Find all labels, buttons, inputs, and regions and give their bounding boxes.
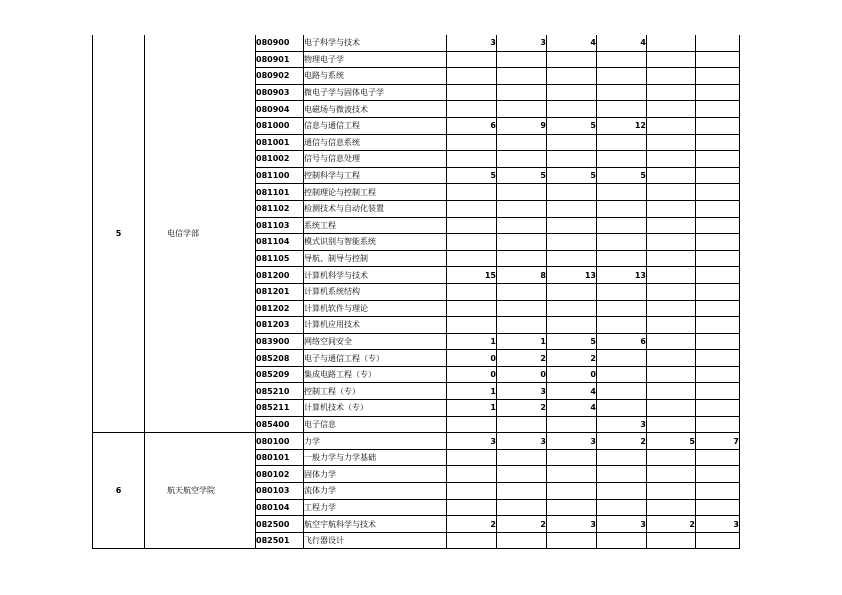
value-cell: 5 bbox=[597, 167, 647, 184]
major-code: 081105 bbox=[256, 250, 304, 267]
value-cell bbox=[696, 184, 740, 201]
value-cell bbox=[696, 167, 740, 184]
value-cell: 0 bbox=[447, 366, 497, 383]
major-name: 信息与通信工程 bbox=[304, 117, 447, 134]
value-cell bbox=[696, 333, 740, 350]
major-name: 系统工程 bbox=[304, 217, 447, 234]
major-name: 流体力学 bbox=[304, 483, 447, 500]
value-cell: 3 bbox=[497, 35, 547, 51]
value-cell bbox=[597, 68, 647, 85]
major-name: 网络空间安全 bbox=[304, 333, 447, 350]
value-cell: 8 bbox=[497, 267, 547, 284]
major-name: 模式识别与智能系统 bbox=[304, 234, 447, 251]
value-cell bbox=[647, 483, 696, 500]
major-code: 080903 bbox=[256, 84, 304, 101]
value-cell bbox=[696, 466, 740, 483]
major-code: 080100 bbox=[256, 433, 304, 450]
value-cell bbox=[597, 350, 647, 367]
value-cell bbox=[547, 466, 597, 483]
value-cell bbox=[447, 217, 497, 234]
value-cell bbox=[497, 532, 547, 549]
value-cell: 5 bbox=[447, 167, 497, 184]
value-cell bbox=[547, 134, 597, 151]
value-cell: 6 bbox=[597, 333, 647, 350]
major-code: 080900 bbox=[256, 35, 304, 51]
major-code: 081001 bbox=[256, 134, 304, 151]
major-code: 081202 bbox=[256, 300, 304, 317]
value-cell bbox=[647, 499, 696, 516]
major-name: 一般力学与力学基础 bbox=[304, 449, 447, 466]
value-cell bbox=[447, 151, 497, 168]
value-cell bbox=[497, 250, 547, 267]
value-cell: 5 bbox=[497, 167, 547, 184]
value-cell bbox=[497, 151, 547, 168]
major-name: 信号与信息处理 bbox=[304, 151, 447, 168]
major-code: 081200 bbox=[256, 267, 304, 284]
major-name: 力学 bbox=[304, 433, 447, 450]
value-cell bbox=[647, 400, 696, 417]
department-name: 航天航空学院 bbox=[167, 486, 215, 496]
major-code: 083900 bbox=[256, 333, 304, 350]
major-code: 081000 bbox=[256, 117, 304, 134]
value-cell bbox=[497, 466, 547, 483]
major-name: 微电子学与固体电子学 bbox=[304, 84, 447, 101]
value-cell bbox=[696, 366, 740, 383]
value-cell bbox=[447, 134, 497, 151]
value-cell: 4 bbox=[547, 383, 597, 400]
value-cell bbox=[447, 499, 497, 516]
major-name: 导航、制导与控制 bbox=[304, 250, 447, 267]
major-code: 081201 bbox=[256, 283, 304, 300]
value-cell bbox=[597, 466, 647, 483]
value-cell bbox=[647, 117, 696, 134]
value-cell bbox=[696, 217, 740, 234]
value-cell bbox=[447, 200, 497, 217]
value-cell bbox=[696, 532, 740, 549]
value-cell bbox=[647, 200, 696, 217]
value-cell: 0 bbox=[547, 366, 597, 383]
major-code: 081203 bbox=[256, 317, 304, 334]
value-cell bbox=[547, 250, 597, 267]
value-cell bbox=[647, 134, 696, 151]
value-cell bbox=[696, 267, 740, 284]
major-name: 控制科学与工程 bbox=[304, 167, 447, 184]
value-cell: 1 bbox=[447, 400, 497, 417]
value-cell: 1 bbox=[497, 333, 547, 350]
value-cell: 3 bbox=[597, 516, 647, 533]
value-cell: 5 bbox=[547, 333, 597, 350]
value-cell: 2 bbox=[597, 433, 647, 450]
value-cell bbox=[597, 283, 647, 300]
major-name: 集成电路工程（专） bbox=[304, 366, 447, 383]
major-name: 通信与信息系统 bbox=[304, 134, 447, 151]
value-cell bbox=[497, 283, 547, 300]
major-code: 085210 bbox=[256, 383, 304, 400]
value-cell bbox=[647, 366, 696, 383]
value-cell bbox=[547, 51, 597, 68]
major-name: 检测技术与自动化装置 bbox=[304, 200, 447, 217]
value-cell bbox=[447, 250, 497, 267]
value-cell bbox=[696, 400, 740, 417]
value-cell bbox=[597, 200, 647, 217]
value-cell bbox=[647, 35, 696, 51]
value-cell bbox=[647, 317, 696, 334]
value-cell bbox=[447, 51, 497, 68]
value-cell: 3 bbox=[447, 433, 497, 450]
value-cell bbox=[597, 449, 647, 466]
major-code: 085211 bbox=[256, 400, 304, 417]
value-cell bbox=[647, 217, 696, 234]
major-name: 电路与系统 bbox=[304, 68, 447, 85]
value-cell bbox=[547, 101, 597, 118]
value-cell bbox=[696, 300, 740, 317]
value-cell bbox=[447, 68, 497, 85]
major-code: 080101 bbox=[256, 449, 304, 466]
value-cell: 4 bbox=[547, 35, 597, 51]
major-code: 080904 bbox=[256, 101, 304, 118]
value-cell bbox=[497, 200, 547, 217]
value-cell bbox=[497, 217, 547, 234]
major-code: 080902 bbox=[256, 68, 304, 85]
major-code: 080901 bbox=[256, 51, 304, 68]
value-cell bbox=[547, 416, 597, 433]
major-name: 工程力学 bbox=[304, 499, 447, 516]
value-cell bbox=[597, 250, 647, 267]
value-cell bbox=[647, 234, 696, 251]
value-cell bbox=[647, 300, 696, 317]
value-cell bbox=[447, 283, 497, 300]
value-cell bbox=[647, 250, 696, 267]
value-cell bbox=[547, 217, 597, 234]
major-code: 082500 bbox=[256, 516, 304, 533]
value-cell bbox=[696, 350, 740, 367]
value-cell bbox=[497, 51, 547, 68]
value-cell: 9 bbox=[497, 117, 547, 134]
value-cell: 13 bbox=[597, 267, 647, 284]
major-name: 控制理论与控制工程 bbox=[304, 184, 447, 201]
value-cell bbox=[547, 317, 597, 334]
value-cell bbox=[647, 383, 696, 400]
department-cell bbox=[145, 35, 256, 433]
value-cell bbox=[547, 532, 597, 549]
major-code: 085209 bbox=[256, 366, 304, 383]
major-code: 081104 bbox=[256, 234, 304, 251]
value-cell bbox=[447, 466, 497, 483]
major-name: 计算机应用技术 bbox=[304, 317, 447, 334]
value-cell: 2 bbox=[497, 350, 547, 367]
value-cell bbox=[547, 84, 597, 101]
value-cell: 5 bbox=[547, 167, 597, 184]
value-cell bbox=[447, 532, 497, 549]
enrollment-table bbox=[92, 35, 740, 549]
major-name: 电子与通信工程（专） bbox=[304, 350, 447, 367]
value-cell: 7 bbox=[696, 433, 740, 450]
value-cell bbox=[447, 184, 497, 201]
value-cell bbox=[497, 483, 547, 500]
value-cell bbox=[696, 499, 740, 516]
value-cell: 2 bbox=[497, 516, 547, 533]
value-cell bbox=[597, 383, 647, 400]
value-cell bbox=[647, 350, 696, 367]
major-code: 081103 bbox=[256, 217, 304, 234]
value-cell bbox=[597, 134, 647, 151]
value-cell bbox=[547, 68, 597, 85]
value-cell: 5 bbox=[547, 117, 597, 134]
value-cell bbox=[696, 84, 740, 101]
value-cell bbox=[497, 317, 547, 334]
value-cell bbox=[696, 151, 740, 168]
value-cell bbox=[447, 101, 497, 118]
value-cell: 2 bbox=[547, 350, 597, 367]
value-cell bbox=[597, 483, 647, 500]
group-index: 6 bbox=[93, 433, 145, 549]
value-cell bbox=[696, 317, 740, 334]
value-cell: 2 bbox=[497, 400, 547, 417]
value-cell bbox=[447, 449, 497, 466]
value-cell bbox=[547, 234, 597, 251]
value-cell bbox=[597, 151, 647, 168]
value-cell bbox=[497, 234, 547, 251]
value-cell bbox=[547, 184, 597, 201]
value-cell bbox=[647, 101, 696, 118]
value-cell bbox=[696, 483, 740, 500]
value-cell: 13 bbox=[547, 267, 597, 284]
group-index: 5 bbox=[93, 35, 145, 433]
major-name: 航空宇航科学与技术 bbox=[304, 516, 447, 533]
value-cell bbox=[547, 483, 597, 500]
value-cell bbox=[547, 283, 597, 300]
value-cell bbox=[647, 84, 696, 101]
value-cell bbox=[696, 51, 740, 68]
major-name: 飞行器设计 bbox=[304, 532, 447, 549]
value-cell bbox=[696, 383, 740, 400]
value-cell: 3 bbox=[497, 383, 547, 400]
value-cell bbox=[447, 317, 497, 334]
value-cell bbox=[447, 300, 497, 317]
value-cell: 2 bbox=[647, 516, 696, 533]
department-name: 电信学部 bbox=[167, 229, 199, 239]
value-cell bbox=[696, 35, 740, 51]
table-row bbox=[93, 35, 740, 51]
value-cell bbox=[647, 449, 696, 466]
value-cell: 3 bbox=[597, 416, 647, 433]
value-cell bbox=[597, 532, 647, 549]
value-cell bbox=[497, 184, 547, 201]
value-cell: 12 bbox=[597, 117, 647, 134]
value-cell bbox=[696, 283, 740, 300]
value-cell: 5 bbox=[647, 433, 696, 450]
value-cell bbox=[696, 134, 740, 151]
value-cell: 4 bbox=[597, 35, 647, 51]
value-cell: 4 bbox=[547, 400, 597, 417]
value-cell bbox=[597, 101, 647, 118]
value-cell bbox=[696, 416, 740, 433]
value-cell bbox=[597, 184, 647, 201]
value-cell bbox=[696, 117, 740, 134]
value-cell bbox=[597, 51, 647, 68]
value-cell bbox=[597, 300, 647, 317]
major-code: 080104 bbox=[256, 499, 304, 516]
value-cell: 6 bbox=[447, 117, 497, 134]
major-name: 计算机软件与理论 bbox=[304, 300, 447, 317]
value-cell: 1 bbox=[447, 383, 497, 400]
major-name: 计算机科学与技术 bbox=[304, 267, 447, 284]
major-code: 080102 bbox=[256, 466, 304, 483]
value-cell: 2 bbox=[447, 516, 497, 533]
value-cell bbox=[497, 449, 547, 466]
major-code: 085208 bbox=[256, 350, 304, 367]
value-cell: 3 bbox=[547, 516, 597, 533]
major-name: 电子信息 bbox=[304, 416, 447, 433]
value-cell bbox=[597, 400, 647, 417]
major-name: 固体力学 bbox=[304, 466, 447, 483]
value-cell: 3 bbox=[547, 433, 597, 450]
value-cell: 0 bbox=[447, 350, 497, 367]
value-cell bbox=[497, 134, 547, 151]
major-code: 081102 bbox=[256, 200, 304, 217]
value-cell: 0 bbox=[497, 366, 547, 383]
value-cell bbox=[497, 101, 547, 118]
table-row bbox=[93, 433, 740, 450]
major-code: 082501 bbox=[256, 532, 304, 549]
value-cell bbox=[547, 499, 597, 516]
value-cell bbox=[497, 416, 547, 433]
value-cell bbox=[696, 449, 740, 466]
major-name: 计算机系统结构 bbox=[304, 283, 447, 300]
value-cell bbox=[696, 68, 740, 85]
major-code: 085400 bbox=[256, 416, 304, 433]
value-cell bbox=[696, 234, 740, 251]
value-cell bbox=[497, 499, 547, 516]
value-cell bbox=[497, 300, 547, 317]
department-cell bbox=[145, 433, 256, 549]
value-cell bbox=[647, 283, 696, 300]
major-name: 控制工程（专） bbox=[304, 383, 447, 400]
value-cell bbox=[647, 532, 696, 549]
major-code: 081002 bbox=[256, 151, 304, 168]
value-cell: 15 bbox=[447, 267, 497, 284]
major-name: 计算机技术（专） bbox=[304, 400, 447, 417]
value-cell bbox=[547, 449, 597, 466]
value-cell bbox=[597, 317, 647, 334]
value-cell bbox=[647, 68, 696, 85]
value-cell bbox=[597, 234, 647, 251]
value-cell: 3 bbox=[447, 35, 497, 51]
value-cell bbox=[497, 68, 547, 85]
value-cell bbox=[597, 366, 647, 383]
value-cell bbox=[647, 416, 696, 433]
value-cell bbox=[696, 200, 740, 217]
value-cell: 1 bbox=[447, 333, 497, 350]
major-name: 物理电子学 bbox=[304, 51, 447, 68]
value-cell bbox=[597, 499, 647, 516]
value-cell bbox=[696, 101, 740, 118]
value-cell bbox=[547, 151, 597, 168]
value-cell bbox=[647, 151, 696, 168]
value-cell bbox=[647, 267, 696, 284]
value-cell: 3 bbox=[696, 516, 740, 533]
value-cell bbox=[647, 167, 696, 184]
major-code: 081100 bbox=[256, 167, 304, 184]
value-cell bbox=[447, 483, 497, 500]
value-cell bbox=[647, 184, 696, 201]
value-cell bbox=[447, 234, 497, 251]
value-cell bbox=[696, 250, 740, 267]
value-cell bbox=[647, 51, 696, 68]
major-code: 080103 bbox=[256, 483, 304, 500]
major-code: 081101 bbox=[256, 184, 304, 201]
value-cell bbox=[597, 84, 647, 101]
value-cell bbox=[647, 333, 696, 350]
value-cell: 3 bbox=[497, 433, 547, 450]
value-cell bbox=[447, 84, 497, 101]
value-cell bbox=[547, 300, 597, 317]
value-cell bbox=[597, 217, 647, 234]
value-cell bbox=[497, 84, 547, 101]
value-cell bbox=[647, 466, 696, 483]
value-cell bbox=[547, 200, 597, 217]
value-cell bbox=[447, 416, 497, 433]
major-name: 电子科学与技术 bbox=[304, 35, 447, 51]
major-name: 电磁场与微波技术 bbox=[304, 101, 447, 118]
